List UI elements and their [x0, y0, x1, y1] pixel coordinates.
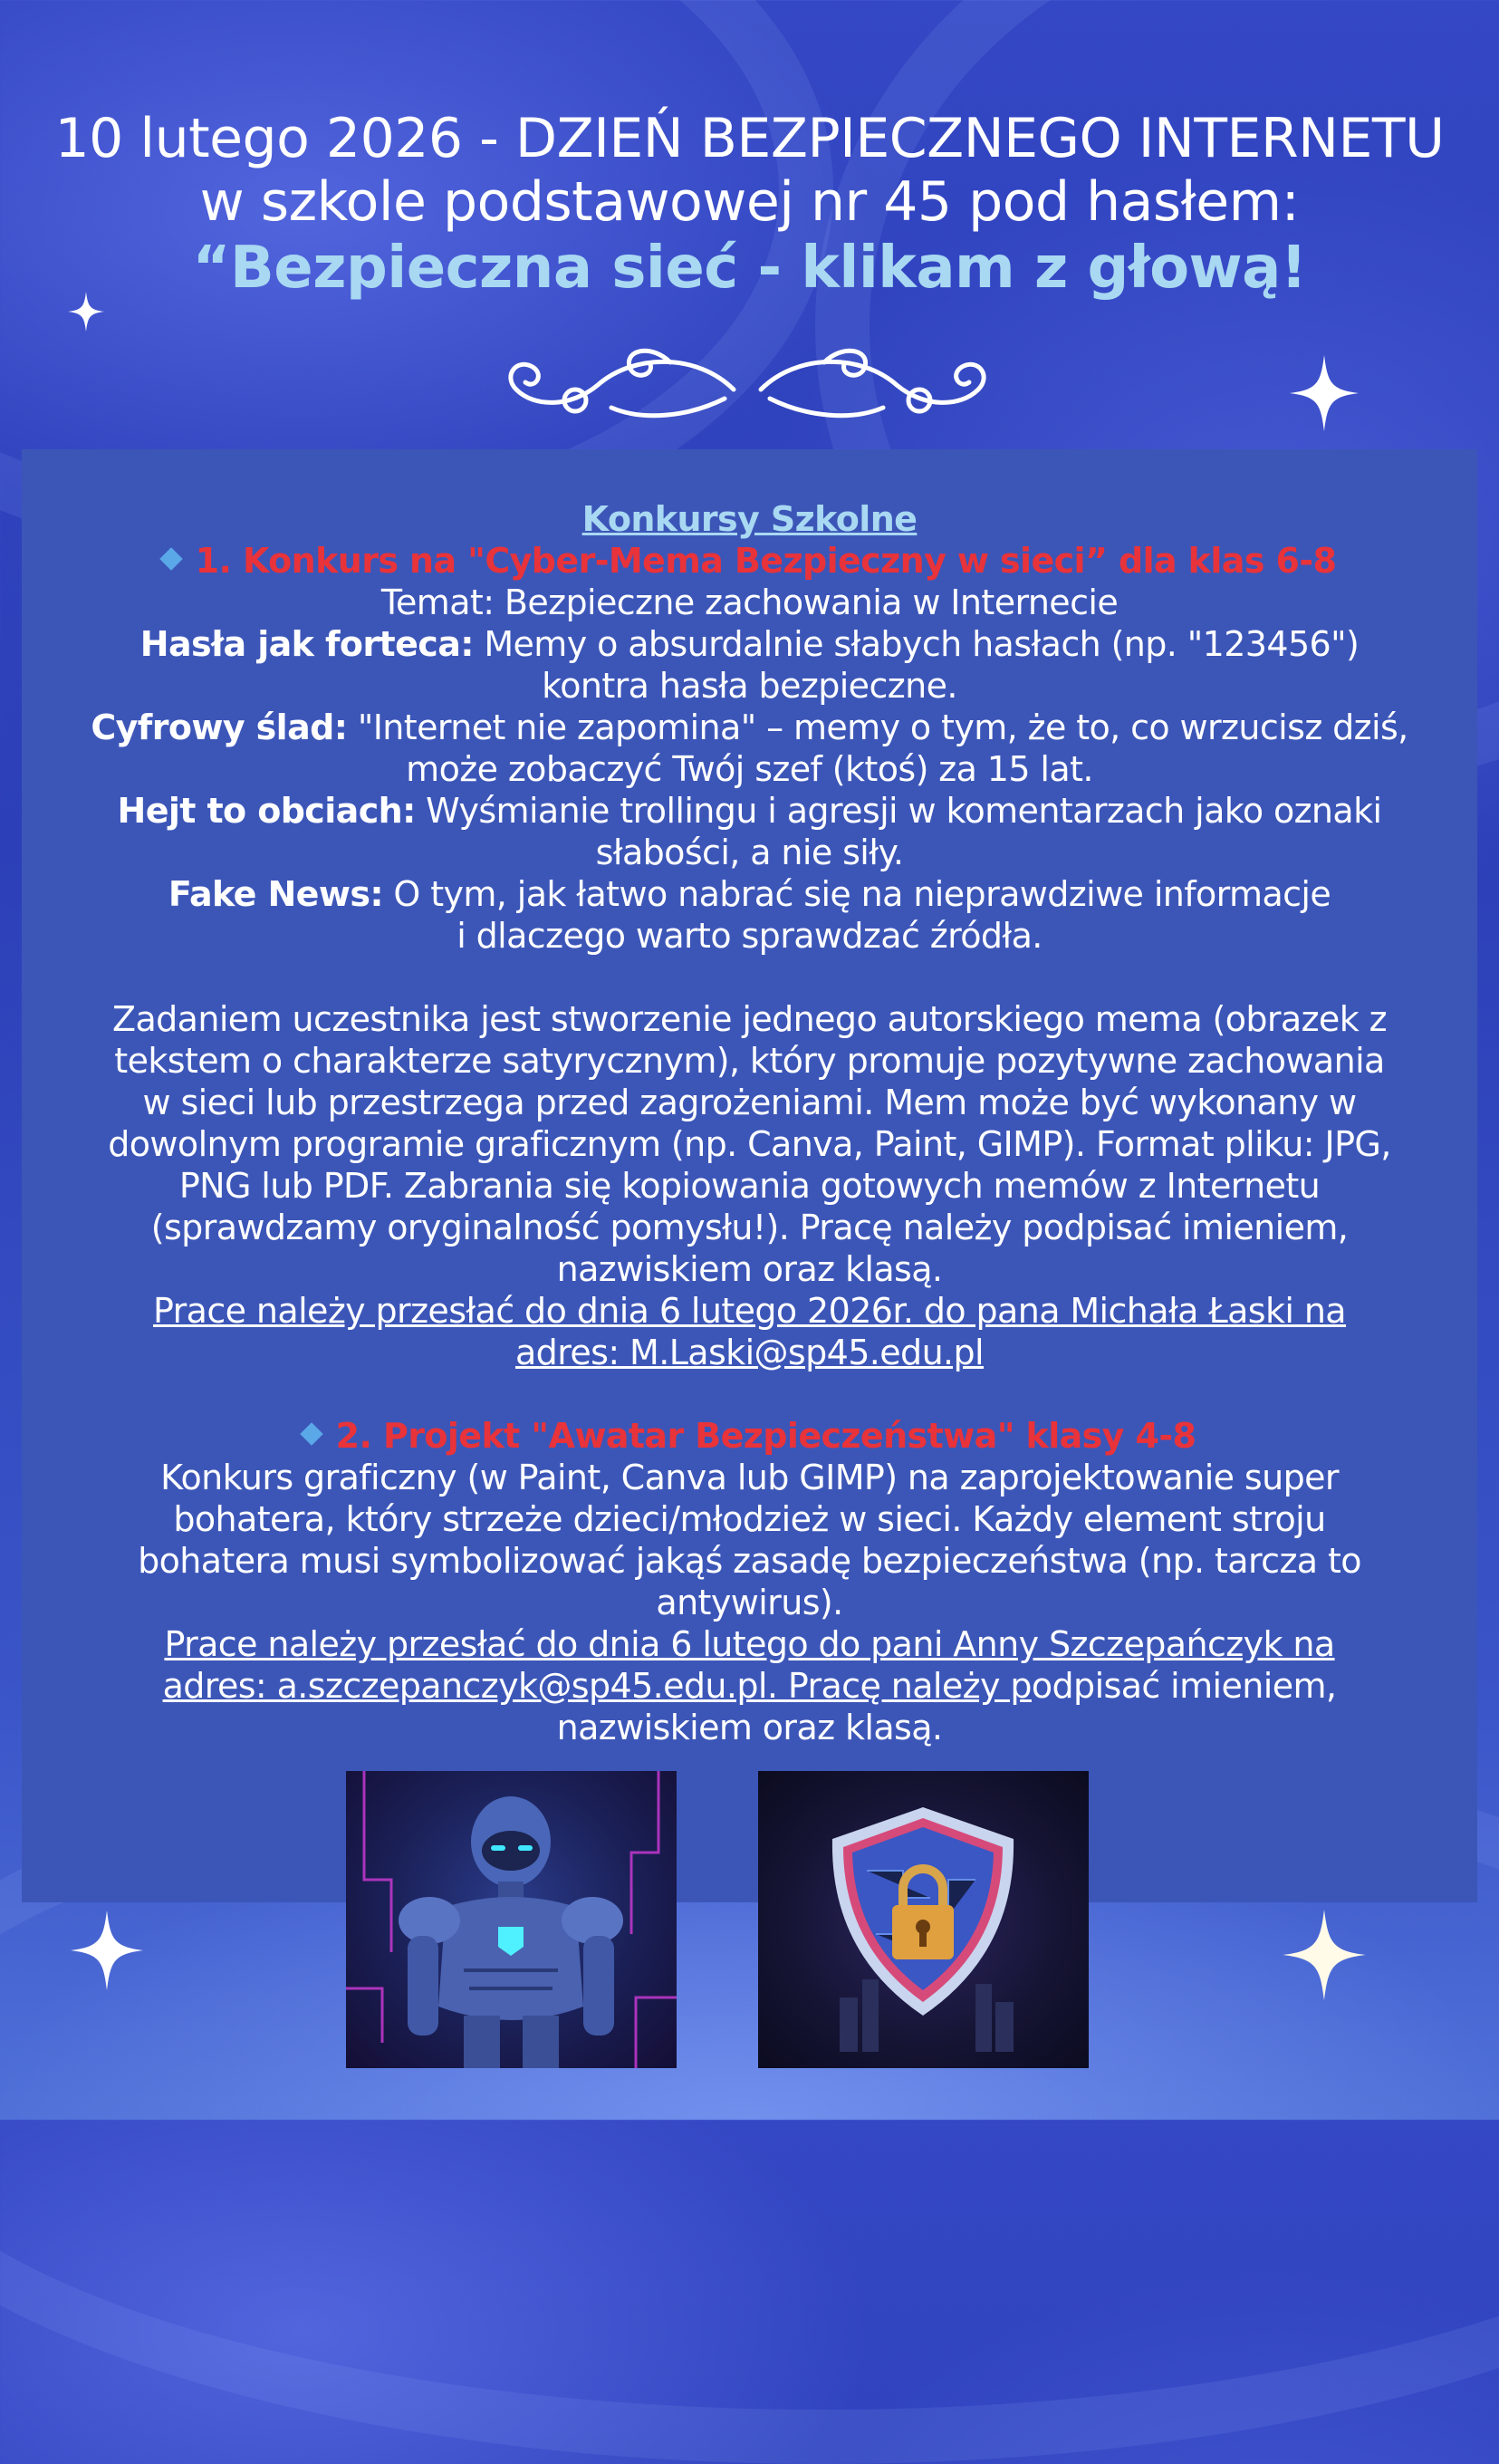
sparkle-icon	[1279, 1910, 1369, 2000]
shield-padlock-icon	[758, 1771, 1089, 2068]
contest1-description-line: tekstem o charakterze satyrycznym), który promuje pozytywne zachowania	[114, 1041, 1385, 1081]
item-label: Cyfrowy ślad:	[91, 707, 348, 747]
sparkle-icon	[68, 292, 104, 332]
content-text	[22, 498, 1477, 1748]
contest2-title: 2. Projekt "Awatar Bezpieczeństwa" klasy 4-8	[335, 1416, 1196, 1456]
contest2-description-line: Konkurs graficzny (w Paint, Canva lub GIMP) na zaprojektowanie super	[160, 1458, 1339, 1497]
content-panel	[22, 449, 1477, 1902]
item-text: O tym, jak łatwo nabrać się na nieprawdziwe informacje	[382, 874, 1331, 914]
section-title: Konkursy Szkolne	[581, 499, 918, 539]
contest2-deadline: Prace należy przesłać do dnia 6 lutego do pani Anny Szczepańczyk na	[164, 1624, 1335, 1664]
diamond-bullet-icon	[159, 547, 182, 570]
item-label: Hejt to obciach:	[117, 791, 416, 831]
contest1-email-link[interactable]: adres: M.Laski@sp45.edu.pl	[514, 1333, 985, 1372]
contest1-description-line: dowolnym programie graficznym (np. Canva, Paint, GIMP). Format pliku: JPG,	[108, 1124, 1391, 1164]
item-label: Hasła jak forteca:	[139, 624, 474, 664]
contest1-title: 1. Konkurs na "Cyber-Mema Bezpieczny w sieci” dla klas 6-8	[195, 541, 1337, 581]
contest2-description-line: bohatera, który strzeże dzieci/młodzież w sieci. Każdy element stroju	[173, 1499, 1326, 1539]
shield-image	[758, 1771, 1089, 2068]
item-text-continued: może zobaczyć Twój szef (ktoś) za 15 lat.	[406, 749, 1093, 789]
item-text-continued: i dlaczego warto sprawdzać źródła.	[456, 916, 1043, 956]
contest1-topic: Temat: Bezpieczne zachowania w Internecie	[380, 582, 1119, 622]
header-school-line: w szkole podstawowej nr 45 pod hasłem:	[199, 170, 1300, 234]
page-header	[0, 107, 1499, 303]
contest1-heading	[22, 540, 1477, 582]
diamond-bullet-icon	[300, 1422, 322, 1445]
contest1-item	[22, 623, 1477, 665]
header-slogan: “Bezpieczna sieć - klikam z głową!	[192, 235, 1307, 302]
sparkle-icon	[1288, 355, 1360, 431]
contest2-description-line: antywirus).	[656, 1583, 843, 1622]
contest1-item	[22, 790, 1477, 832]
robot-image	[346, 1771, 677, 2068]
contest2-email-link[interactable]: adres: a.szczepanczyk@sp45.edu.pl. Pracę należy p	[162, 1666, 1032, 1706]
flourish-ornament	[498, 335, 996, 435]
contest1-deadline: Prace należy przesłać do dnia 6 lutego 2026r. do pana Michała Łaski na	[153, 1291, 1346, 1331]
contest2-deadline-end: nazwiskiem oraz klasą.	[556, 1708, 943, 1747]
item-text: "Internet nie zapomina" – memy o tym, że to, co wrzucisz dziś,	[347, 707, 1408, 747]
contest2-deadline-rest: odpisać imieniem,	[1031, 1666, 1337, 1706]
item-label: Fake News:	[168, 874, 383, 914]
contest1-description-line: w sieci lub przestrzega przed zagrożeniami. Mem może być wykonany w	[142, 1083, 1357, 1122]
item-text-continued: słabości, a nie siły.	[595, 833, 904, 872]
contest1-description-line: Zadaniem uczestnika jest stworzenie jednego autorskiego mema (obrazek z	[112, 999, 1387, 1039]
contest2-description-line: bohatera musi symbolizować jakąś zasadę bezpieczeństwa (np. tarcza to	[138, 1541, 1361, 1581]
item-text: Wyśmianie trollingu i agresji w komentarzach jako oznaki	[415, 791, 1382, 831]
item-text-continued: kontra hasła bezpieczne.	[542, 666, 957, 706]
header-date-line: 10 lutego 2026 - DZIEŃ BEZPIECZNEGO INTERNETU	[54, 107, 1445, 170]
robot-illustration-icon	[346, 1771, 677, 2068]
sparkle-icon	[71, 1910, 143, 1991]
contest2-heading	[22, 1415, 1477, 1457]
item-text: Memy o absurdalnie słabych hasłach (np. "123456")	[473, 624, 1360, 664]
contest1-item	[22, 707, 1477, 748]
contest1-description-line: (sprawdzamy oryginalność pomysłu!). Pracę należy podpisać imieniem,	[150, 1208, 1349, 1247]
contest1-description-line: nazwiskiem oraz klasą.	[556, 1249, 943, 1289]
contest1-description-line: PNG lub PDF. Zabrania się kopiowania gotowych memów z Internetu	[178, 1166, 1321, 1206]
contest1-item	[22, 873, 1477, 915]
